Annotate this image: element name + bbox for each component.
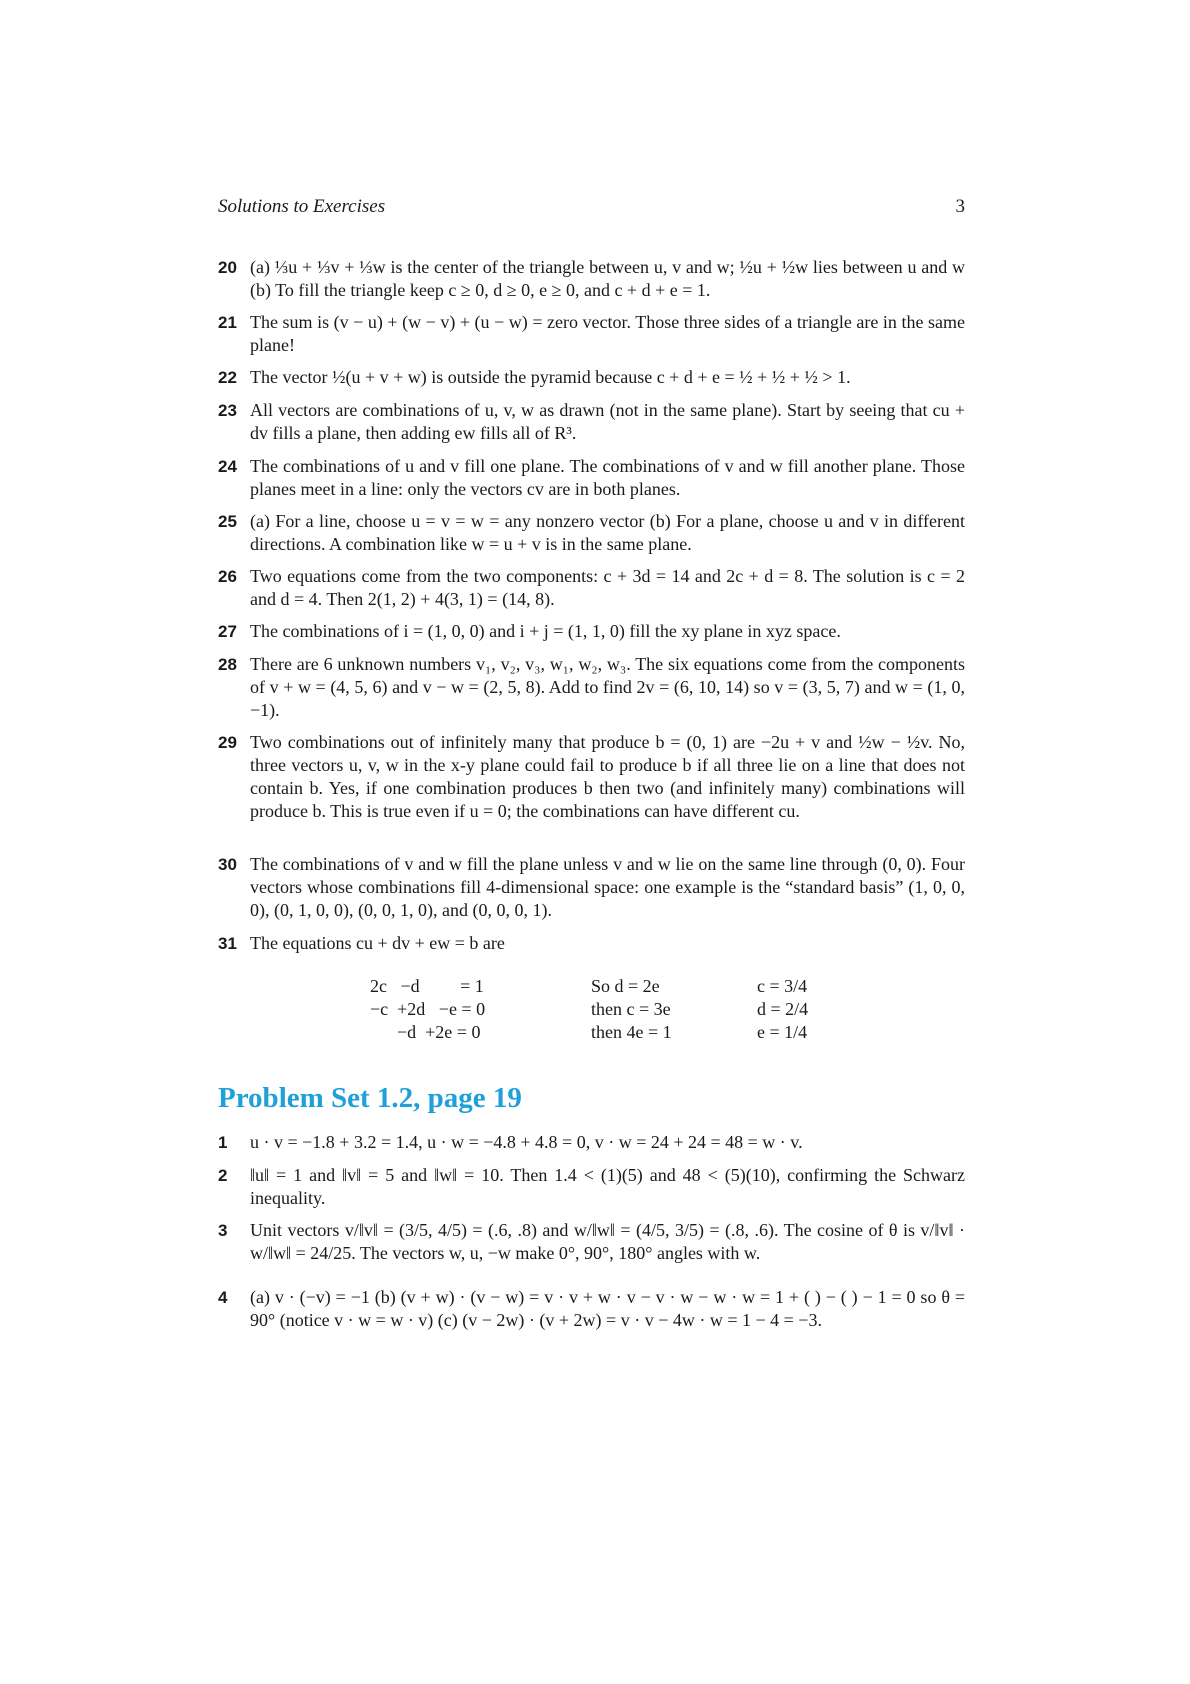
exercise-number: 22	[218, 368, 237, 387]
system-middle-line: So d = 2e	[591, 976, 660, 996]
system-left-line: −c +2d −e = 0	[370, 999, 486, 1019]
problem-4	[218, 1286, 965, 1332]
exercise-text: The vector ½(u + v + w) is outside the pyramid because c + d + e = ½ + ½ + ½ > 1.	[250, 367, 851, 387]
exercise-text: ‖u‖ = 1 and ‖v‖ = 5 and ‖w‖ = 10. Then 1.4 < (1)(5) and 48 < (5)(10), confirming the Schwarz inequality.	[250, 1165, 965, 1208]
exercise-text: (a) ⅓u + ⅓v + ⅓w is the center of the triangle between u, v and w; ½u + ½w lies between u and w (b) To fill the triangle keep c ≥ 0, d ≥ 0, e ≥ 0, and c + d + e = 1.	[250, 257, 965, 300]
exercise-text: The combinations of v and w fill the plane unless v and w lie on the same line through (0, 0). Four vectors whose combinations fill 4-dimensional space: one example is the “standard basis” (1, 0, 0, 0), (0, 1, 0, 0), (0, 0, 1, 0), and (0, 0, 0, 1).	[250, 854, 965, 920]
system-middle-line: then 4e = 1	[591, 1022, 672, 1042]
exercise-30	[218, 853, 965, 922]
exercise-number: 4	[218, 1288, 228, 1307]
exercise-20	[218, 256, 965, 302]
exercise-28	[218, 653, 965, 722]
exercise-21	[218, 311, 965, 357]
problem-1	[218, 1131, 965, 1154]
exercise-number: 23	[218, 401, 237, 420]
exercise-text: (a) v · (−v) = −1 (b) (v + w) · (v − w) = v · v + w · v − v · w − w · w = 1 + ( ) − ( ) − 1 = 0 so θ = 90° (notice v · w = w · v) (c) (v − 2w) · (v + 2w) = v · v − 4w · w = 1 − 4 = −3.	[250, 1287, 965, 1330]
exercise-31	[218, 932, 965, 955]
exercise-text: (a) For a line, choose u = v = w = any nonzero vector (b) For a plane, choose u and v in different directions. A combination like w = u + v is in the same plane.	[250, 511, 965, 554]
section-title: Problem Set 1.2, page 19	[218, 1082, 522, 1114]
exercise-24	[218, 455, 965, 501]
system-right-line: d = 2/4	[757, 999, 809, 1019]
problem-2	[218, 1164, 965, 1210]
exercise-number: 3	[218, 1221, 228, 1240]
exercise-23	[218, 399, 965, 445]
exercise-text: Unit vectors v/‖v‖ = (3/5, 4/5) = (.6, .8) and w/‖w‖ = (4/5, 3/5) = (.8, .6). The cosine of θ is v/‖v‖ · w/‖w‖ = 24/25. The vectors w, u, −w make 0°, 90°, 180° angles with w.	[250, 1220, 965, 1263]
exercise-number: 30	[218, 855, 237, 874]
exercise-text: The sum is (v − u) + (w − v) + (u − w) = zero vector. Those three sides of a triangle are in the same plane!	[250, 312, 965, 355]
exercise-number: 28	[218, 655, 237, 674]
exercise-number: 31	[218, 934, 237, 953]
exercise-number: 1	[218, 1133, 228, 1152]
exercise-22	[218, 366, 965, 389]
running-head	[218, 196, 965, 220]
exercise-number: 24	[218, 457, 237, 476]
header-title: Solutions to Exercises	[218, 196, 386, 217]
exercise-text: Two equations come from the two components: c + 3d = 14 and 2c + d = 8. The solution is c = 2 and d = 4. Then 2(1, 2) + 4(3, 1) = (14, 8).	[250, 566, 965, 609]
exercise-number: 29	[218, 733, 237, 752]
system-left-line: 2c −d = 1	[370, 976, 484, 996]
exercise-26	[218, 565, 965, 611]
exercise-29	[218, 731, 965, 823]
exercise-text: u · v = −1.8 + 3.2 = 1.4, u · w = −4.8 + 4.8 = 0, v · w = 24 + 24 = 48 = w · v.	[250, 1132, 803, 1152]
exercise-text: The combinations of i = (1, 0, 0) and i + j = (1, 1, 0) fill the xy plane in xyz space.	[250, 621, 841, 641]
exercise-number: 26	[218, 567, 237, 586]
system-right-line: c = 3/4	[757, 976, 808, 996]
exercise-25	[218, 510, 965, 556]
exercise-text: There are 6 unknown numbers v₁, v₂, v₃, w₁, w₂, w₃. The six equations come from the components of v + w = (4, 5, 6) and v − w = (2, 5, 8). Add to find 2v = (6, 10, 14) so v = (3, 5, 7) and w = (1, 0, −1).	[250, 654, 965, 720]
system-middle-line: then c = 3e	[591, 999, 671, 1019]
exercise-text: The combinations of u and v fill one plane. The combinations of v and w fill another plane. Those planes meet in a line: only the vectors cv are in both planes.	[250, 456, 965, 499]
exercise-number: 25	[218, 512, 237, 531]
exercise-text: All vectors are combinations of u, v, w as drawn (not in the same plane). Start by seeing that cu + dv fills a plane, then adding ew fills all of R³.	[250, 400, 965, 443]
problem-3	[218, 1219, 965, 1265]
exercise-text: The equations cu + dv + ew = b are	[250, 933, 505, 953]
system-right-line: e = 1/4	[757, 1022, 808, 1042]
exercise-number: 20	[218, 258, 237, 277]
exercise-27	[218, 620, 965, 643]
page-number: 3	[955, 196, 965, 217]
exercise-number: 21	[218, 313, 237, 332]
system-left-line: −d +2e = 0	[370, 1022, 481, 1042]
exercise-text: Two combinations out of infinitely many that produce b = (0, 1) are −2u + v and ½w − ½v. No, three vectors u, v, w in the x-y plane could fail to produce b if all three lie on a line that does not contain b. Yes, if one combination produces b then two (and infinitely many) combinations will produce b. This is true even if u = 0; the combinations can have different cu.	[250, 732, 965, 821]
exercise-number: 27	[218, 622, 237, 641]
exercise-number: 2	[218, 1166, 228, 1185]
